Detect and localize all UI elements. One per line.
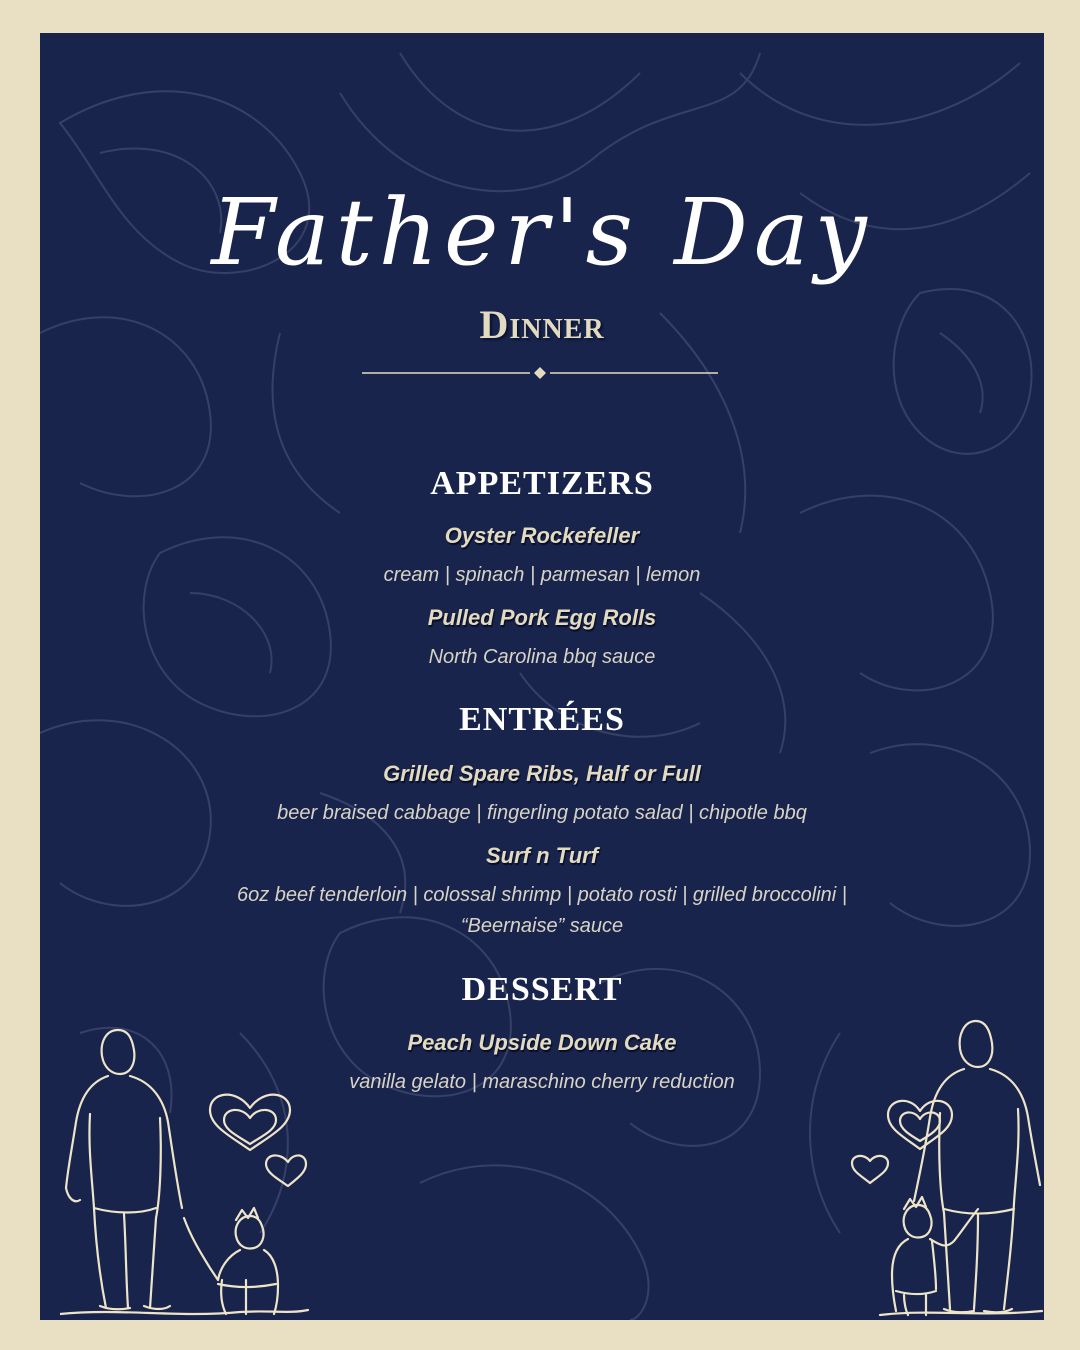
dish-description: vanilla gelato | maraschino cherry reduction [349,1071,735,1093]
section-heading-dessert: DESSERT [461,971,623,1008]
section-heading-entrees: ENTRÉES [459,701,625,738]
dish-name: Surf n Turf [485,843,599,868]
dish-description: cream | spinach | parmesan | lemon [383,564,701,586]
dish-description: 6oz beef tenderloin | colossal shrimp | potato rosti | grilled broccolini | “Beernaise” sauce [237,884,847,937]
dish-description: North Carolina bbq sauce [428,646,656,668]
dish-description: beer braised cabbage | fingerling potato salad | chipotle bbq [277,802,807,824]
dish-name: Pulled Pork Egg Rolls [427,605,657,630]
menu-title: Father's Day [211,179,873,286]
menu-panel [40,33,1044,1320]
menu-subtitle: Dinner [479,302,605,347]
father-and-child-left-illustration [60,1018,310,1318]
dish-name: Peach Upside Down Cake [407,1030,677,1055]
section-heading-appetizers: APPETIZERS [430,465,654,502]
father-and-child-right-illustration [780,1013,1044,1318]
dish-name: Grilled Spare Ribs, Half or Full [383,761,701,786]
ornamental-divider [360,363,720,383]
dish-name: Oyster Rockefeller [444,523,640,548]
